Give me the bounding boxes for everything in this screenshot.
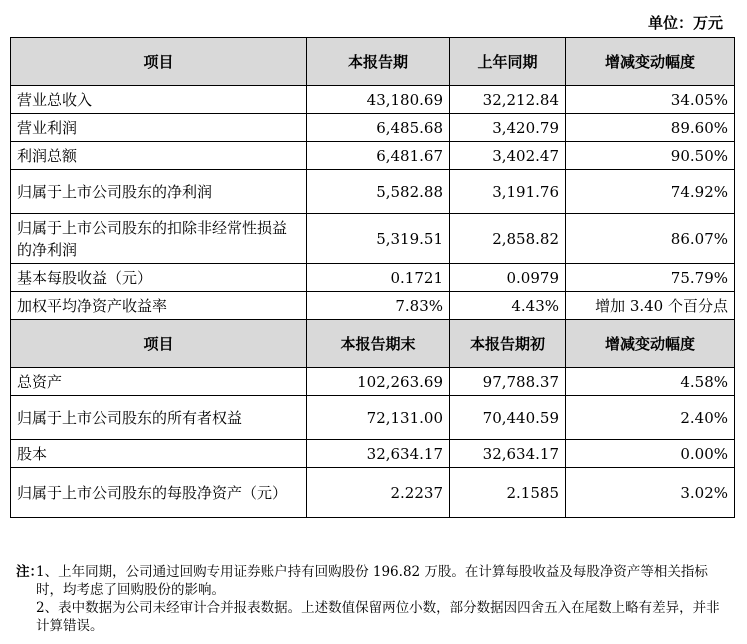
row-prior: 32,212.84 <box>450 86 566 114</box>
row-change: 74.92% <box>566 170 735 214</box>
row-current: 6,481.67 <box>307 142 450 170</box>
row-name: 营业总收入 <box>11 86 307 114</box>
table-row <box>11 142 735 170</box>
table-row <box>11 264 735 292</box>
row-name: 归属于上市公司股东的扣除非经常性损益的净利润 <box>11 214 307 264</box>
row-name: 基本每股收益（元） <box>11 264 307 292</box>
table2-header-change: 增减变动幅度 <box>566 320 735 368</box>
row-name: 归属于上市公司股东的净利润 <box>11 170 307 214</box>
table-row <box>11 440 735 468</box>
table-row <box>11 86 735 114</box>
row-period-end: 32,634.17 <box>307 440 450 468</box>
table1-header-item: 项目 <box>11 38 307 86</box>
row-prior: 0.0979 <box>450 264 566 292</box>
row-prior: 3,191.76 <box>450 170 566 214</box>
row-name: 归属于上市公司股东的每股净资产（元） <box>11 468 307 518</box>
row-change: 2.40% <box>566 396 735 440</box>
table1-header-prior: 上年同期 <box>450 38 566 86</box>
table-row <box>11 292 735 320</box>
notes-section <box>16 563 732 635</box>
table-row <box>11 114 735 142</box>
row-current: 5,582.88 <box>307 170 450 214</box>
table2-header-period-start: 本报告期初 <box>450 320 566 368</box>
row-name: 股本 <box>11 440 307 468</box>
note-text: 1、上年同期，公司通过回购专用证券账户持有回购股份 196.82 万股。在计算每股收益及每股净资产等相关指标时，均考虑了回购股份的影响。 <box>36 564 708 598</box>
row-period-end: 72,131.00 <box>307 396 450 440</box>
table2-header-item: 项目 <box>11 320 307 368</box>
row-prior: 4.43% <box>450 292 566 320</box>
row-current: 7.83% <box>307 292 450 320</box>
financial-table <box>10 37 735 518</box>
note-text: 2、表中数据为公司未经审计合并报表数据。上述数值保留两位小数，部分数据因四舍五入在尾数上略有差异，并非计算错误。 <box>36 600 720 634</box>
table-row <box>11 214 735 264</box>
table1-header-row <box>11 38 735 86</box>
row-change: 增加 3.40 个百分点 <box>566 292 735 320</box>
row-current: 0.1721 <box>307 264 450 292</box>
row-change: 90.50% <box>566 142 735 170</box>
row-name: 营业利润 <box>11 114 307 142</box>
row-prior: 2,858.82 <box>450 214 566 264</box>
row-name: 总资产 <box>11 368 307 396</box>
row-period-end: 2.2237 <box>307 468 450 518</box>
row-period-start: 2.1585 <box>450 468 566 518</box>
table2-header-period-end: 本报告期末 <box>307 320 450 368</box>
row-name: 利润总额 <box>11 142 307 170</box>
table2-header-row <box>11 320 735 368</box>
row-current: 5,319.51 <box>307 214 450 264</box>
row-current: 6,485.68 <box>307 114 450 142</box>
row-change: 86.07% <box>566 214 735 264</box>
table-row <box>11 396 735 440</box>
unit-label: 单位：万元 <box>647 14 723 32</box>
row-change: 0.00% <box>566 440 735 468</box>
row-period-start: 70,440.59 <box>450 396 566 440</box>
table1-header-change: 增减变动幅度 <box>566 38 735 86</box>
row-name: 加权平均净资产收益率 <box>11 292 307 320</box>
note-item <box>16 563 732 599</box>
row-period-start: 97,788.37 <box>450 368 566 396</box>
row-prior: 3,420.79 <box>450 114 566 142</box>
row-prior: 3,402.47 <box>450 142 566 170</box>
row-change: 34.05% <box>566 86 735 114</box>
table-row <box>11 368 735 396</box>
note-item <box>16 599 732 635</box>
table-row <box>11 468 735 518</box>
row-change: 3.02% <box>566 468 735 518</box>
notes-label: 注： <box>16 564 43 580</box>
row-change: 4.58% <box>566 368 735 396</box>
row-current: 43,180.69 <box>307 86 450 114</box>
row-name: 归属于上市公司股东的所有者权益 <box>11 396 307 440</box>
row-change: 75.79% <box>566 264 735 292</box>
table1-header-current: 本报告期 <box>307 38 450 86</box>
table-row <box>11 170 735 214</box>
row-period-end: 102,263.69 <box>307 368 450 396</box>
row-change: 89.60% <box>566 114 735 142</box>
row-period-start: 32,634.17 <box>450 440 566 468</box>
